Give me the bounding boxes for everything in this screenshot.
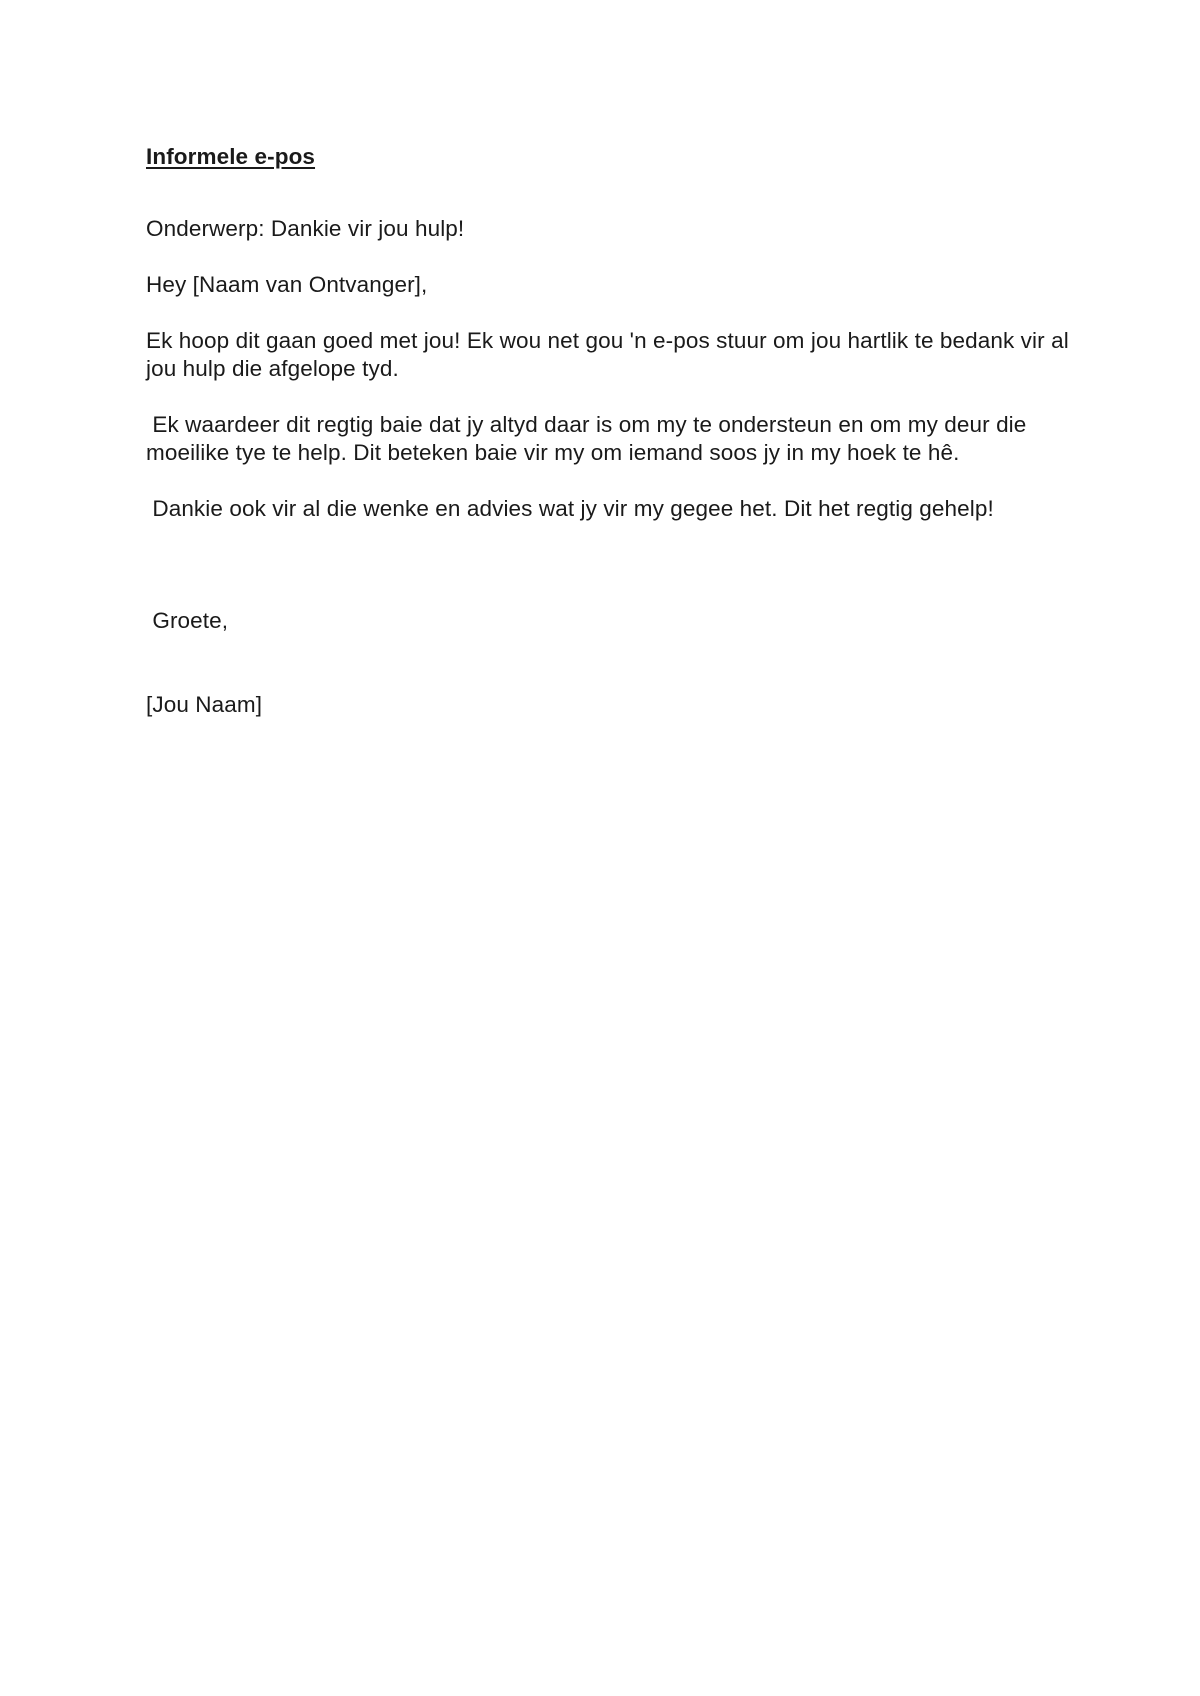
email-closing: Groete,	[146, 608, 229, 633]
email-paragraph-3: Dankie ook vir al die wenke en advies wat jy vir my gegee het. Dit het regtig gehelp!	[146, 496, 994, 521]
email-signoff	[146, 551, 1076, 775]
email-greeting: Hey [Naam van Ontvanger],	[146, 272, 428, 297]
document-heading: Informele e-pos	[146, 144, 316, 169]
email-subject: Onderwerp: Dankie vir jou hulp!	[146, 216, 465, 241]
email-body	[146, 143, 1076, 803]
email-paragraph-2: Ek waardeer dit regtig baie dat jy altyd daar is om my te ondersteun en om my deur die moeilike tye te help. Dit beteken baie vir my om iemand soos jy in my hoek te hê.	[146, 412, 1033, 465]
email-paragraph-1: Ek hoop dit gaan goed met jou! Ek wou net gou 'n e-pos stuur om jou hartlik te bedank vir al jou hulp die afgelope tyd.	[146, 328, 1076, 381]
email-signature: [Jou Naam]	[146, 692, 263, 717]
